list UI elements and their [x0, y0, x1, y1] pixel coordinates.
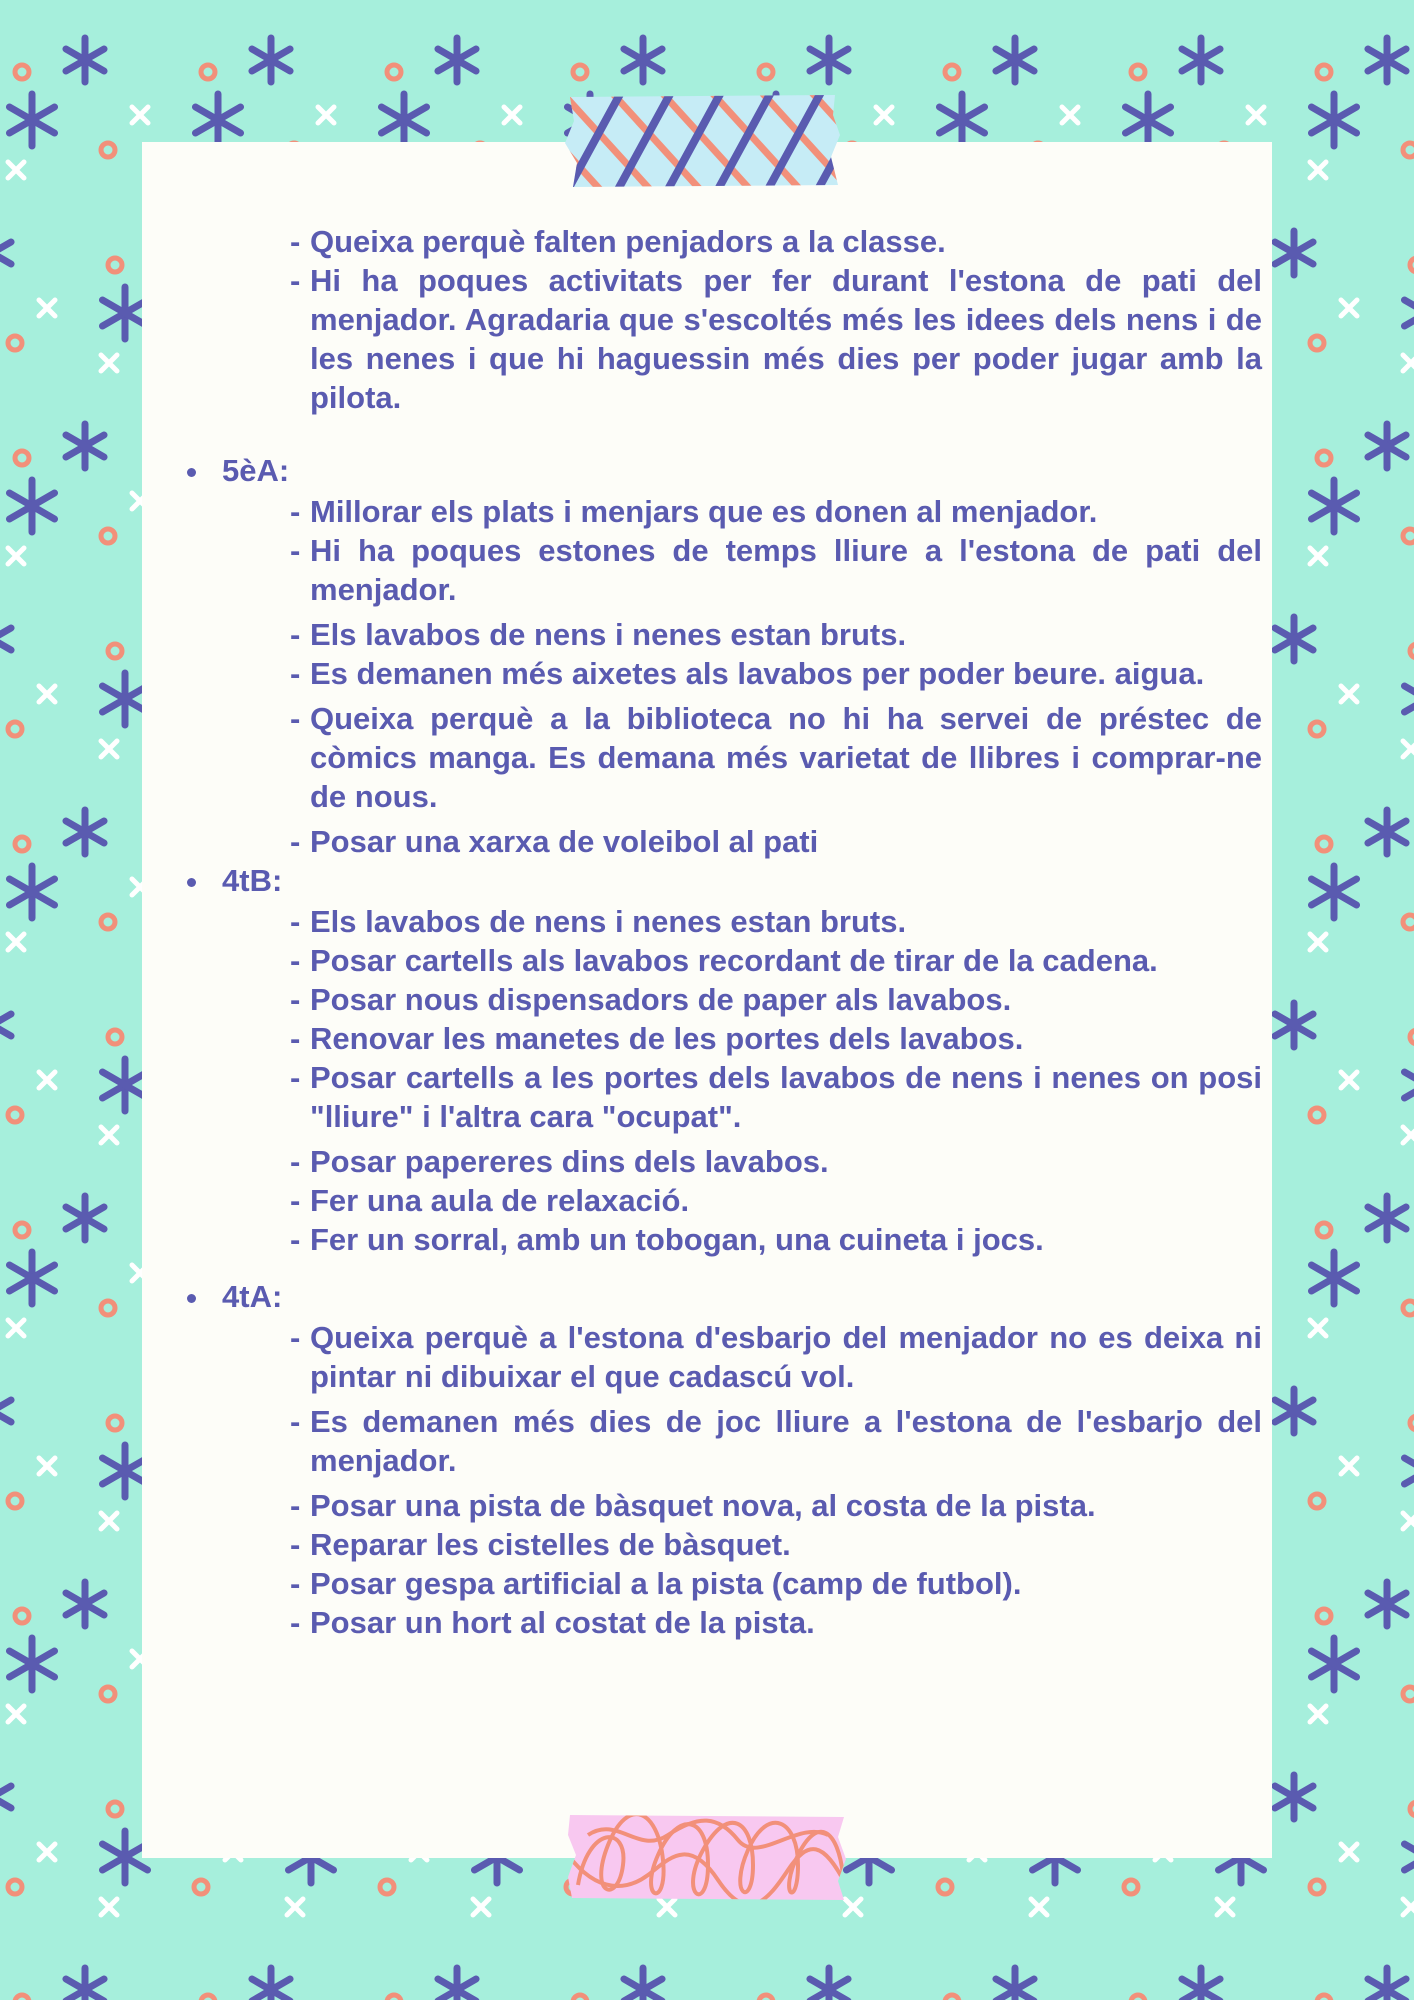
dash-marker: - [290, 1021, 301, 1056]
asterisk-icon [996, 1968, 1034, 2000]
dot-icon [1310, 336, 1324, 350]
asterisk-icon [102, 673, 147, 725]
list-item [142, 492, 1262, 531]
list-item-text: Posar una pista de bàsquet nova, al costa de la pista. [310, 1488, 1096, 1523]
dot-icon [15, 837, 29, 851]
dash-marker: - [290, 1144, 301, 1179]
bullet-icon [187, 468, 196, 477]
cross-icon [876, 107, 892, 123]
cross-icon [473, 1899, 489, 1915]
dash-marker: - [290, 1527, 301, 1562]
group-label: 4tB: [222, 863, 283, 898]
dot-icon [1403, 1301, 1414, 1315]
cross-icon [1310, 1706, 1326, 1722]
cross-icon [504, 107, 520, 123]
asterisk-icon [381, 94, 426, 146]
list-item [142, 261, 1262, 417]
dot-icon [759, 1995, 773, 2000]
dash-marker: - [290, 701, 301, 736]
cross-icon [1403, 1127, 1414, 1143]
list-item [142, 1486, 1262, 1525]
dot-icon [1310, 1880, 1324, 1894]
dash-marker: - [290, 1222, 301, 1257]
list-item [142, 654, 1262, 693]
list-item-text: Fer un sorral, amb un tobogan, una cuineta i jocs. [310, 1222, 1044, 1257]
dot-icon [15, 451, 29, 465]
group-label: 4tA: [222, 1279, 283, 1314]
cross-icon [8, 1320, 24, 1336]
asterisk-icon [1275, 1389, 1313, 1433]
dot-icon [8, 1494, 22, 1508]
dash-marker: - [290, 1404, 301, 1439]
asterisk-icon [102, 287, 147, 339]
dash-marker: - [290, 494, 301, 529]
dot-icon [759, 65, 773, 79]
dot-icon [8, 1108, 22, 1122]
dash-marker: - [290, 904, 301, 939]
dot-icon [1317, 837, 1331, 851]
asterisk-icon [1404, 1059, 1414, 1111]
cross-icon [1403, 1899, 1414, 1915]
asterisk-icon [624, 38, 662, 82]
cross-icon [1062, 107, 1078, 123]
asterisk-icon [102, 1059, 147, 1111]
list-item [142, 615, 1262, 654]
cross-icon [1341, 1844, 1357, 1860]
asterisk-icon [9, 1252, 54, 1304]
cross-icon [101, 355, 117, 371]
cross-icon [1217, 1899, 1233, 1915]
asterisk-icon [66, 1968, 104, 2000]
dot-icon [387, 65, 401, 79]
list-item-text: Hi ha poques estones de temps lliure a l'estona de pati del menjador. [310, 533, 1262, 607]
dot-icon [573, 65, 587, 79]
dot-icon [1410, 1030, 1414, 1044]
asterisk-icon [1404, 673, 1414, 725]
cross-icon [1403, 1513, 1414, 1529]
cross-icon [8, 934, 24, 950]
asterisk-icon [1311, 1252, 1356, 1304]
dot-icon [1403, 1687, 1414, 1701]
suggestions-list [142, 222, 1262, 1642]
asterisk-icon [0, 1775, 11, 1819]
group-heading [142, 451, 1262, 492]
list-item [142, 1058, 1262, 1136]
dot-icon [945, 65, 959, 79]
group-label: 5èA: [222, 453, 290, 488]
dot-icon [1410, 644, 1414, 658]
intro-section [142, 222, 1262, 417]
cross-icon [1403, 355, 1414, 371]
dot-icon [15, 1995, 29, 2000]
list-item-text: Fer una aula de relaxació. [310, 1183, 690, 1218]
asterisk-icon [810, 1968, 848, 2000]
group-5eA [142, 451, 1262, 861]
cross-icon [1403, 741, 1414, 757]
dot-icon [1317, 65, 1331, 79]
dot-icon [108, 1030, 122, 1044]
cross-icon [1248, 107, 1264, 123]
list-item-text: Els lavabos de nens i nenes estan bruts. [310, 617, 907, 652]
dash-marker: - [290, 1566, 301, 1601]
dot-icon [201, 65, 215, 79]
dot-icon [1310, 1108, 1324, 1122]
cross-icon [8, 1706, 24, 1722]
asterisk-icon [1311, 480, 1356, 532]
cross-icon [39, 1844, 55, 1860]
asterisk-icon [252, 38, 290, 82]
dot-icon [387, 1995, 401, 2000]
washi-tape-bottom [568, 1815, 846, 1900]
cross-icon [318, 107, 334, 123]
dash-marker: - [290, 943, 301, 978]
asterisk-icon [1311, 866, 1356, 918]
dot-icon [8, 722, 22, 736]
asterisk-icon [1404, 1831, 1414, 1883]
cross-icon [1341, 1072, 1357, 1088]
asterisk-icon [1275, 231, 1313, 275]
cross-icon [1310, 934, 1326, 950]
cross-icon [101, 1899, 117, 1915]
asterisk-icon [1368, 810, 1406, 854]
dot-icon [108, 644, 122, 658]
asterisk-icon [66, 424, 104, 468]
cross-icon [1341, 300, 1357, 316]
dot-icon [1317, 1609, 1331, 1623]
dash-marker: - [290, 824, 301, 859]
cross-icon [845, 1899, 861, 1915]
dot-icon [101, 1301, 115, 1315]
dash-marker: - [290, 263, 301, 298]
dot-icon [1131, 65, 1145, 79]
dot-icon [1403, 143, 1414, 157]
asterisk-icon [1275, 1775, 1313, 1819]
asterisk-icon [1275, 1003, 1313, 1047]
cross-icon [8, 162, 24, 178]
asterisk-icon [195, 94, 240, 146]
dot-icon [194, 1880, 208, 1894]
bullet-icon [187, 1294, 196, 1303]
asterisk-icon [1311, 94, 1356, 146]
group-heading [142, 1277, 1262, 1318]
dot-icon [15, 65, 29, 79]
cross-icon [39, 686, 55, 702]
list-item [142, 980, 1262, 1019]
dot-icon [1310, 1494, 1324, 1508]
cross-icon [39, 1458, 55, 1474]
group-4tA [142, 1277, 1262, 1642]
asterisk-icon [0, 1389, 11, 1433]
asterisk-icon [102, 1445, 147, 1497]
cross-icon [1310, 162, 1326, 178]
cross-icon [8, 548, 24, 564]
dash-marker: - [290, 1605, 301, 1640]
dot-icon [15, 1223, 29, 1237]
cross-icon [659, 1899, 675, 1915]
list-item-text: Es demanen més dies de joc lliure a l'estona de l'esbarjo del menjador. [310, 1404, 1262, 1478]
asterisk-icon [66, 38, 104, 82]
dash-marker: - [290, 1060, 301, 1095]
group-4tB [142, 861, 1262, 1259]
cross-icon [1310, 548, 1326, 564]
asterisk-icon [1275, 617, 1313, 661]
dash-marker: - [290, 656, 301, 691]
list-item-text: Posar papereres dins dels lavabos. [310, 1144, 829, 1179]
asterisk-icon [1368, 424, 1406, 468]
list-item [142, 1564, 1262, 1603]
list-item-text: Es demanen més aixetes als lavabos per poder beure. aigua. [310, 656, 1205, 691]
dot-icon [108, 1802, 122, 1816]
cross-icon [39, 300, 55, 316]
dot-icon [1410, 1802, 1414, 1816]
list-item [142, 902, 1262, 941]
asterisk-icon [9, 866, 54, 918]
cross-icon [1310, 1320, 1326, 1336]
list-item [142, 1603, 1262, 1642]
list-item-text: Reparar les cistelles de bàsquet. [310, 1527, 791, 1562]
asterisk-icon [66, 1196, 104, 1240]
list-item-text: Queixa perquè a la biblioteca no hi ha servei de préstec de còmics manga. Es demana més varietat de llibres i comprar-ne de nous. [310, 701, 1262, 814]
dash-marker: - [290, 1488, 301, 1523]
dot-icon [1410, 1416, 1414, 1430]
list-item [142, 941, 1262, 980]
cross-icon [132, 107, 148, 123]
asterisk-icon [1182, 1968, 1220, 2000]
dot-icon [573, 1995, 587, 2000]
dot-icon [101, 529, 115, 543]
asterisk-icon [438, 38, 476, 82]
dot-icon [1403, 529, 1414, 543]
asterisk-icon [939, 94, 984, 146]
asterisk-icon [996, 38, 1034, 82]
asterisk-icon [9, 94, 54, 146]
asterisk-icon [252, 1968, 290, 2000]
dash-marker: - [290, 533, 301, 568]
cross-icon [101, 741, 117, 757]
bullet-icon [187, 878, 196, 887]
dash-marker: - [290, 224, 301, 259]
dot-icon [101, 143, 115, 157]
washi-tape-top [565, 95, 840, 187]
asterisk-icon [1404, 287, 1414, 339]
dot-icon [1403, 915, 1414, 929]
asterisk-icon [0, 1003, 11, 1047]
dash-marker: - [290, 982, 301, 1017]
list-item-text: Posar cartells a les portes dels lavabos de nens i nenes on posi "lliure" i l'altra cara "ocupat". [310, 1060, 1262, 1134]
list-item [142, 531, 1262, 609]
dot-icon [201, 1995, 215, 2000]
dash-marker: - [290, 617, 301, 652]
asterisk-icon [0, 617, 11, 661]
dot-icon [8, 1880, 22, 1894]
asterisk-icon [1311, 1638, 1356, 1690]
asterisk-icon [1368, 1196, 1406, 1240]
cross-icon [1341, 686, 1357, 702]
dot-icon [101, 1687, 115, 1701]
list-item-text: Posar cartells als lavabos recordant de tirar de la cadena. [310, 943, 1158, 978]
dot-icon [1317, 1223, 1331, 1237]
list-item-text: Queixa perquè falten penjadors a la classe. [310, 224, 946, 259]
asterisk-icon [102, 1831, 147, 1883]
cross-icon [1031, 1899, 1047, 1915]
dot-icon [15, 1609, 29, 1623]
dot-icon [938, 1880, 952, 1894]
dot-icon [1317, 451, 1331, 465]
dash-marker: - [290, 1183, 301, 1218]
list-item-text: Queixa perquè a l'estona d'esbarjo del menjador no es deixa ni pintar ni dibuixar el que cadascú vol. [310, 1320, 1262, 1394]
asterisk-icon [66, 1582, 104, 1626]
asterisk-icon [1404, 1445, 1414, 1497]
asterisk-icon [66, 810, 104, 854]
list-item [142, 1318, 1262, 1396]
list-item-text: Millorar els plats i menjars que es donen al menjador. [310, 494, 1098, 529]
list-item-text: Posar un hort al costat de la pista. [310, 1605, 815, 1640]
asterisk-icon [0, 231, 11, 275]
asterisk-icon [1368, 1582, 1406, 1626]
asterisk-icon [810, 38, 848, 82]
asterisk-icon [438, 1968, 476, 2000]
cross-icon [101, 1127, 117, 1143]
dot-icon [1131, 1995, 1145, 2000]
list-item [142, 222, 1262, 261]
asterisk-icon [9, 1638, 54, 1690]
cross-icon [287, 1899, 303, 1915]
dot-icon [1317, 1995, 1331, 2000]
dot-icon [1410, 258, 1414, 272]
asterisk-icon [1182, 38, 1220, 82]
asterisk-icon [1368, 1968, 1406, 2000]
list-item-text: Posar gespa artificial a la pista (camp de futbol). [310, 1566, 1022, 1601]
cross-icon [1341, 1458, 1357, 1474]
list-item-text: Posar nous dispensadors de paper als lavabos. [310, 982, 1012, 1017]
list-item-text: Els lavabos de nens i nenes estan bruts. [310, 904, 907, 939]
list-item [142, 1402, 1262, 1480]
list-item [142, 699, 1262, 816]
dot-icon [101, 915, 115, 929]
dot-icon [108, 258, 122, 272]
list-item-text: Renovar les manetes de les portes dels lavabos. [310, 1021, 1024, 1056]
cross-icon [39, 1072, 55, 1088]
dot-icon [1310, 722, 1324, 736]
list-item [142, 1181, 1262, 1220]
dash-marker: - [290, 1320, 301, 1355]
dot-icon [108, 1416, 122, 1430]
group-heading [142, 861, 1262, 902]
dot-icon [380, 1880, 394, 1894]
asterisk-icon [1125, 94, 1170, 146]
dot-icon [945, 1995, 959, 2000]
list-item [142, 822, 1262, 861]
asterisk-icon [9, 480, 54, 532]
list-item [142, 1525, 1262, 1564]
list-item-text: Hi ha poques activitats per fer durant l'estona de pati del menjador. Agradaria que s'escoltés més les idees dels nens i de les nenes i que hi haguessin més dies per poder jugar amb la pilota. [310, 263, 1262, 415]
cross-icon [101, 1513, 117, 1529]
asterisk-icon [1368, 38, 1406, 82]
list-item-text: Posar una xarxa de voleibol al pati [310, 824, 819, 859]
list-item [142, 1019, 1262, 1058]
asterisk-icon [624, 1968, 662, 2000]
dot-icon [1124, 1880, 1138, 1894]
list-item [142, 1220, 1262, 1259]
dot-icon [8, 336, 22, 350]
list-item [142, 1142, 1262, 1181]
